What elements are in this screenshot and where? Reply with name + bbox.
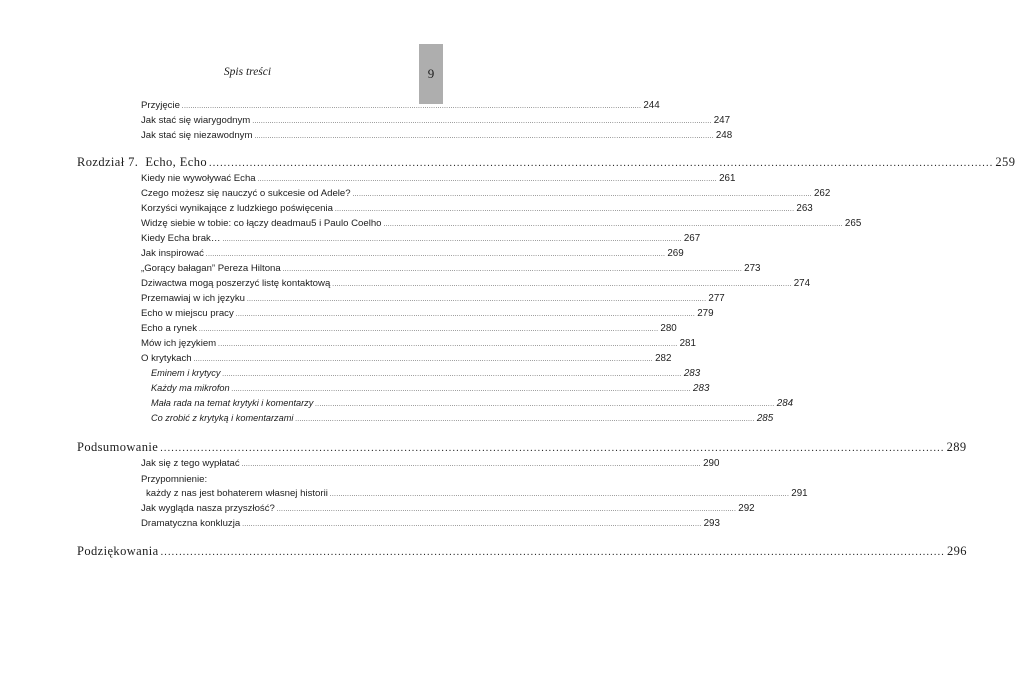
toc-entry-title: Jak się z tego wypłatać: [141, 458, 240, 469]
toc-entry-page: 293: [703, 518, 720, 529]
toc-entry-page: 248: [715, 130, 733, 141]
toc-entry[interactable]: [141, 293, 725, 304]
toc-entry-title: Przemawiaj w ich języku: [141, 293, 245, 304]
dot-leader: ....................................................................................................................................................................................................................: [252, 119, 712, 125]
toc-entry[interactable]: [141, 308, 714, 319]
toc-entry[interactable]: [141, 100, 660, 111]
toc-entry[interactable]: [141, 458, 720, 469]
toc-entry-title: Korzyści wynikające z ludzkiego poświęcenia: [141, 203, 333, 214]
toc-entry-page: 273: [744, 263, 761, 274]
dot-leader: ....................................................................................................................................................................................................................: [246, 297, 707, 303]
toc-subentry-page: 285: [756, 413, 774, 424]
toc-entry[interactable]: [141, 233, 701, 244]
toc-chapter[interactable]: [77, 440, 967, 455]
toc-chapter-title: Podziękowania: [77, 544, 159, 558]
dot-leader: ....................................................................................................................................................................................................................: [199, 327, 659, 333]
dot-leader: ....................................................................................................................................................................................................................: [257, 177, 718, 183]
page-number: 9: [427, 66, 435, 81]
dot-leader: ....................................................................................................................................................................................................................: [241, 462, 702, 468]
dot-leader: ....................................................................................................................................................................................................................: [329, 492, 790, 498]
dot-leader: ....................................................................................................................................................................................................................: [218, 342, 678, 348]
dot-leader: ....................................................................................................................................................................................................................: [383, 222, 843, 228]
toc-chapter-page: 289: [946, 440, 967, 454]
toc-entry-page: 263: [796, 203, 813, 214]
toc-entry[interactable]: [146, 488, 808, 499]
toc-entry-title: Czego możesz się nauczyć o sukcesie od Adele?: [141, 188, 351, 199]
toc-entry-page: 262: [813, 188, 831, 199]
toc-entry-title: Widzę siebie w tobie: co łączy deadmau5 i Paulo Coelho: [141, 218, 382, 229]
toc-entry-page: 267: [683, 233, 701, 244]
toc-entry[interactable]: [141, 353, 672, 364]
toc-entry-page: 282: [655, 353, 672, 364]
toc-entry[interactable]: [141, 173, 736, 184]
toc-entry[interactable]: [141, 188, 831, 199]
toc-entry-page: 290: [703, 458, 720, 469]
toc-entry-page: 261: [719, 173, 736, 184]
toc-entry[interactable]: [141, 130, 733, 141]
toc-entry-page: 265: [844, 218, 862, 229]
toc-chapter-page: 259: [995, 155, 1015, 169]
toc-entry-title: Jak stać się niezawodnym: [141, 130, 253, 141]
toc-entry-title: Kiedy nie wywoływać Echa: [141, 173, 256, 184]
toc-subentry[interactable]: [151, 383, 710, 394]
dot-leader: ....................................................................................................................................................................................................................: [254, 134, 714, 140]
dot-leader: ....................................................................................................................................................................................................................: [235, 312, 696, 318]
toc-entry[interactable]: [141, 518, 720, 529]
dot-leader: ....................................................................................................................................................................................................................: [205, 252, 666, 258]
toc-entry-title: Jak inspirować: [141, 248, 204, 259]
toc-entry[interactable]: [141, 338, 696, 349]
toc-entry-page: 292: [738, 503, 755, 514]
toc-subentry-page: 283: [683, 368, 701, 379]
dot-leader: ....................................................................................................................................................................................................................: [160, 547, 945, 558]
toc-entry-page: 277: [708, 293, 725, 304]
dot-leader: ....................................................................................................................................................................................................................: [231, 387, 692, 393]
dot-leader: ....................................................................................................................................................................................................................: [181, 104, 642, 110]
running-head: Spis treści: [223, 66, 272, 78]
toc-entry-title: Jak stać się wiarygodnym: [141, 115, 251, 126]
dot-leader: ....................................................................................................................................................................................................................: [315, 402, 775, 408]
toc-entry[interactable]: [141, 203, 813, 214]
toc-chapter[interactable]: [77, 544, 967, 559]
dot-leader: ....................................................................................................................................................................................................................: [160, 443, 945, 454]
toc-entry[interactable]: [141, 248, 684, 259]
toc-subentry-title: Eminem i krytycy: [151, 368, 221, 378]
dot-leader: ....................................................................................................................................................................................................................: [352, 192, 812, 198]
toc-entry[interactable]: [141, 115, 731, 126]
toc-subentry-page: 283: [693, 383, 710, 394]
dot-leader: ....................................................................................................................................................................................................................: [332, 282, 792, 288]
dot-leader: ....................................................................................................................................................................................................................: [295, 417, 755, 423]
toc-entry-page: 269: [667, 248, 684, 259]
toc-chapter-title: Rozdział 7. Echo, Echo: [77, 155, 207, 169]
dot-leader: ....................................................................................................................................................................................................................: [222, 237, 682, 243]
toc-entry-title: Echo w miejscu pracy: [141, 308, 234, 319]
toc-subentry-title: Mała rada na temat krytyki i komentarzy: [151, 398, 314, 408]
dot-leader: ....................................................................................................................................................................................................................: [334, 207, 795, 213]
toc-entry[interactable]: [141, 218, 862, 229]
toc-entry-title: Dramatyczna konkluzja: [141, 518, 241, 529]
toc-chapter-page: 296: [946, 544, 967, 558]
toc-entry-page: 280: [660, 323, 677, 334]
dot-leader: ....................................................................................................................................................................................................................: [222, 372, 682, 378]
toc-chapter[interactable]: [77, 155, 1015, 170]
toc-entry-title: Mów ich językiem: [141, 338, 217, 349]
toc-subentry[interactable]: [151, 368, 701, 379]
toc-entry-page: 247: [713, 115, 731, 126]
toc-entry-title: Przyjęcie: [141, 100, 180, 111]
toc-subentry[interactable]: [151, 398, 794, 409]
toc-entry[interactable]: [141, 278, 811, 289]
toc-entry-page: 281: [679, 338, 696, 349]
toc-entry[interactable]: [141, 263, 761, 274]
toc-entry-title: O krytykach: [141, 353, 192, 364]
toc-entry-title: Kiedy Echa brak…: [141, 233, 221, 244]
toc-subentry[interactable]: [151, 413, 774, 424]
toc-subentry-title: Co zrobić z krytyką i komentarzami: [151, 413, 294, 423]
toc-entry-title: Dziwactwa mogą poszerzyć listę kontaktową: [141, 278, 331, 289]
toc-entry-page: 279: [697, 308, 714, 319]
toc-entry-title: „Gorący bałagan” Pereza Hiltona: [141, 263, 281, 274]
toc-entry-page: 291: [791, 488, 808, 499]
toc-entry-title: Jak wygląda nasza przyszłość?: [141, 503, 275, 514]
toc-entry-page: 244: [643, 100, 660, 111]
toc-entry[interactable]: [141, 323, 677, 334]
toc-subentry-page: 284: [776, 398, 794, 409]
toc-chapter-title: Podsumowanie: [77, 440, 159, 454]
toc-subentry-title: Każdy ma mikrofon: [151, 383, 230, 393]
toc-entry-title: Echo a rynek: [141, 323, 197, 334]
toc-entry-title: każdy z nas jest bohaterem własnej historii: [146, 488, 328, 499]
toc-entry[interactable]: [141, 503, 755, 514]
dot-leader: ....................................................................................................................................................................................................................: [209, 158, 994, 169]
dot-leader: ....................................................................................................................................................................................................................: [276, 507, 737, 513]
toc-entry-page: 274: [793, 278, 811, 289]
dot-leader: ....................................................................................................................................................................................................................: [282, 267, 743, 273]
dot-leader: ....................................................................................................................................................................................................................: [242, 522, 702, 528]
dot-leader: ....................................................................................................................................................................................................................: [193, 357, 654, 363]
toc-entry-title-line1[interactable]: Przypomnienie:: [141, 474, 208, 485]
